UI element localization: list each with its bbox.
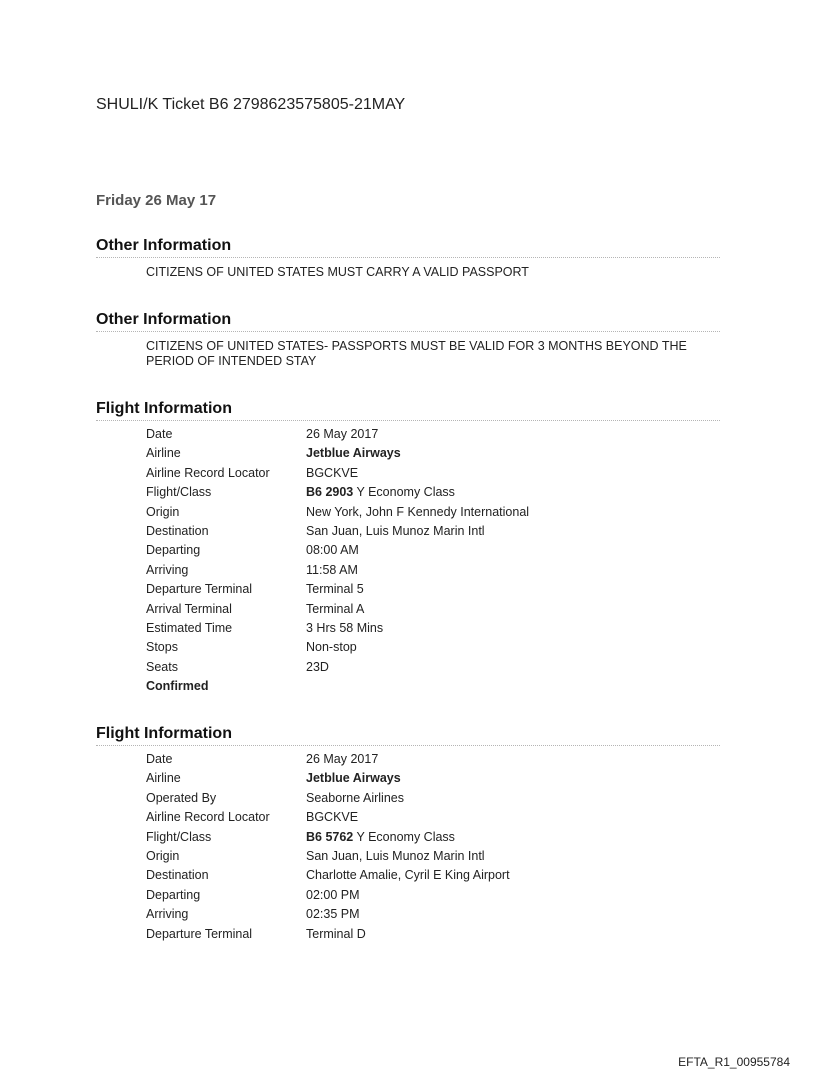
field-value: 26 May 2017 — [306, 752, 379, 766]
passport-validity-notice: CITIZENS OF UNITED STATES- PASSPORTS MUST BE VALID FOR 3 MONTHS BEYOND THE PERIOD OF INTENDED STAY — [146, 339, 687, 368]
row-destination — [146, 522, 720, 541]
field-value: Charlotte Amalie, Cyril E King Airport — [306, 868, 510, 883]
passport-notice: CITIZENS OF UNITED STATES MUST CARRY A VALID PASSPORT — [146, 265, 529, 279]
row-flight-class — [146, 483, 720, 502]
row-seats — [146, 658, 720, 677]
section-title: Other Information — [96, 311, 720, 332]
field-value: 02:35 PM — [306, 907, 360, 922]
field-value: BGCKVE — [306, 465, 359, 480]
field-label: Airline Record Locator — [146, 465, 270, 480]
field-value: 23D — [306, 659, 329, 674]
field-label: Departing — [146, 887, 201, 902]
field-label: Estimated Time — [146, 620, 233, 635]
field-label: Destination — [146, 523, 209, 538]
field-label: Departure Terminal — [146, 926, 253, 941]
flight-info-section-1 — [96, 400, 720, 696]
row-date — [146, 425, 720, 444]
flight-info-section-2 — [96, 725, 720, 944]
field-label: Airline — [146, 446, 181, 461]
field-value: 3 Hrs 58 Mins — [306, 620, 384, 635]
field-value: BGCKVE — [306, 810, 359, 825]
flight-number: B6 2903 — [306, 485, 354, 500]
field-label: Flight/Class — [146, 485, 212, 500]
row-arriving — [146, 905, 720, 924]
field-value: Jetblue Airways — [306, 771, 401, 786]
field-value — [306, 483, 720, 502]
row-arrival-terminal — [146, 600, 720, 619]
field-label: Departure Terminal — [146, 582, 253, 597]
field-value: Seaborne Airlines — [306, 790, 404, 805]
row-destination — [146, 866, 720, 885]
ticket-line: SHULI/K Ticket B6 2798623575805-21MAY — [96, 96, 406, 113]
field-value: Terminal A — [306, 601, 365, 616]
booking-status: Confirmed — [146, 679, 209, 694]
section-title: Other Information — [96, 237, 720, 258]
section-title: Flight Information — [96, 725, 720, 746]
field-value: Terminal D — [306, 926, 366, 941]
section-title: Flight Information — [96, 400, 720, 421]
field-label: Departing — [146, 543, 201, 558]
row-departure-terminal — [146, 925, 720, 944]
field-label: Arriving — [146, 562, 189, 577]
field-label: Date — [146, 427, 173, 441]
field-label: Origin — [146, 848, 180, 863]
document-id: EFTA_R1_00955784 — [678, 1055, 790, 1069]
row-flight-class — [146, 828, 720, 847]
flight-number: B6 5762 — [306, 829, 354, 844]
row-record-locator — [146, 464, 720, 483]
field-value: San Juan, Luis Munoz Marin Intl — [306, 523, 485, 538]
field-value: Non-stop — [306, 640, 357, 655]
field-label: Arrival Terminal — [146, 601, 232, 616]
row-arriving — [146, 561, 720, 580]
fare-class: Y Economy Class — [353, 829, 455, 844]
field-value: 26 May 2017 — [306, 427, 379, 441]
row-stops — [146, 638, 720, 657]
row-departing — [146, 541, 720, 560]
field-label: Stops — [146, 640, 178, 655]
field-label: Date — [146, 752, 173, 766]
row-origin — [146, 847, 720, 866]
row-estimated-time — [146, 619, 720, 638]
field-label: Flight/Class — [146, 829, 212, 844]
field-value: Jetblue Airways — [306, 446, 401, 461]
other-info-section-2 — [96, 311, 720, 369]
field-label: Operated By — [146, 790, 217, 805]
field-label: Seats — [146, 659, 178, 674]
field-label: Origin — [146, 504, 180, 519]
row-origin — [146, 503, 720, 522]
other-info-section-1 — [96, 237, 720, 280]
field-value: 08:00 AM — [306, 543, 359, 558]
fare-class: Y Economy Class — [353, 485, 455, 500]
field-label: Arriving — [146, 907, 189, 922]
field-value: New York, John F Kennedy International — [306, 504, 530, 519]
field-value — [306, 828, 720, 847]
field-value: 11:58 AM — [306, 562, 358, 577]
row-operated-by — [146, 789, 720, 808]
row-departure-terminal — [146, 580, 720, 599]
row-airline — [146, 769, 720, 788]
row-airline — [146, 444, 720, 463]
field-value: Terminal 5 — [306, 582, 364, 597]
row-date — [146, 750, 720, 769]
field-label: Airline Record Locator — [146, 810, 270, 825]
row-departing — [146, 886, 720, 905]
field-value: 02:00 PM — [306, 887, 360, 902]
row-record-locator — [146, 808, 720, 827]
field-label: Destination — [146, 868, 209, 883]
itinerary-date: Friday 26 May 17 — [96, 192, 217, 209]
field-label: Airline — [146, 771, 181, 786]
field-value: San Juan, Luis Munoz Marin Intl — [306, 848, 485, 863]
